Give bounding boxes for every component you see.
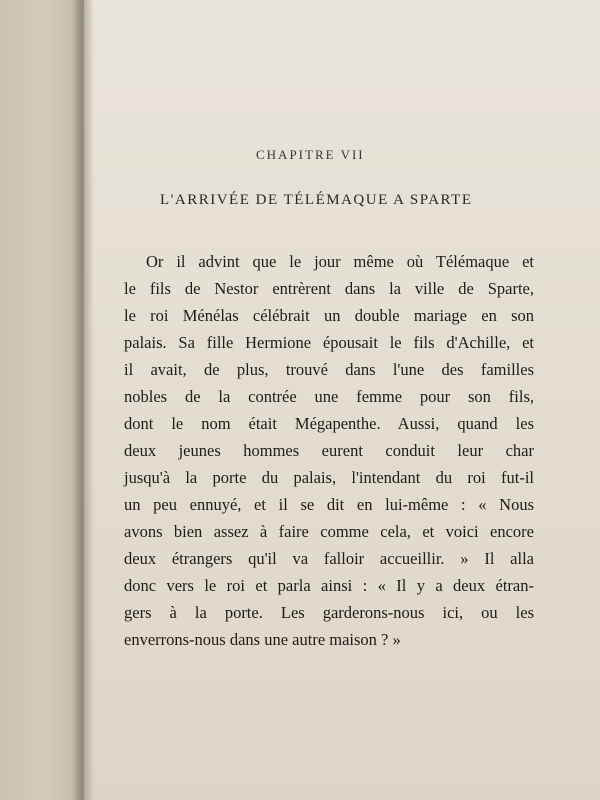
chapter-number: CHAPITRE VII [256,147,365,162]
text-line: palais. Sa fille Hermione épousait le fils d'Achille, et [124,333,534,352]
text-line: le roi Ménélas célébrait un double mariage en son [124,306,534,325]
chapter-title: L'ARRIVÉE DE TÉLÉMAQUE A SPARTE [160,192,473,208]
text-line: donc vers le roi et parla ainsi : « Il y a deux étran- [124,576,534,595]
text-line: nobles de la contrée une femme pour son fils, [124,387,534,406]
text-line: dont le nom était Mégapenthe. Aussi, quand les [124,414,534,433]
text-line: avons bien assez à faire comme cela, et voici encore [124,522,534,541]
text-line: gers à la porte. Les garderons-nous ici, ou les [124,603,534,622]
text-line: le fils de Nestor entrèrent dans la ville de Sparte, [124,279,534,298]
text-line: Or il advint que le jour même où Télémaque et [146,252,534,271]
text-line: un peu ennuyé, et il se dit en lui-même : « Nous [124,495,534,514]
text-line: deux étrangers qu'il va falloir accueillir. » Il alla [124,549,534,568]
text-line: il avait, de plus, trouvé dans l'une des familles [124,360,534,379]
page-content [84,0,600,800]
body-text [124,248,534,653]
text-line: deux jeunes hommes eurent conduit leur char [124,441,534,460]
text-line: jusqu'à la porte du palais, l'intendant du roi fut-il [124,468,534,487]
text-line: enverrons-nous dans une autre maison ? » [124,630,401,649]
